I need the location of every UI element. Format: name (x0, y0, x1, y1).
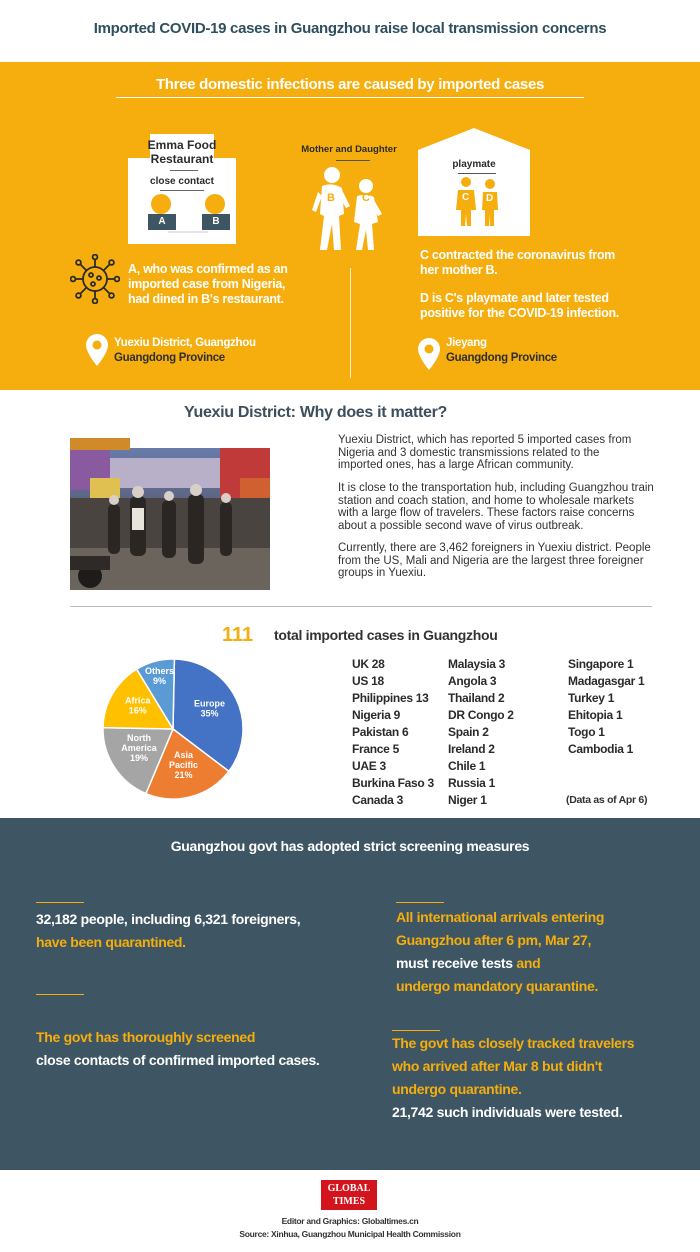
country-count-item: Canada 3 (352, 793, 403, 807)
family-c-letter: C (362, 192, 370, 204)
case-d-line2: positive for the COVID-19 infection. (420, 306, 619, 320)
p3-line1: Currently, there are 3,462 foreigners in Yuexiu district. People (338, 542, 651, 554)
measure-2 (396, 906, 604, 998)
family-b-letter: B (327, 192, 335, 204)
case-c-description (420, 248, 615, 278)
left-location (114, 336, 256, 366)
measure-3-rule (36, 994, 84, 995)
global-times-logo (321, 1180, 377, 1210)
country-count-item: Madagasgar 1 (568, 674, 645, 688)
country-column-1 (352, 656, 434, 809)
measure-2-line1: All international arrivals entering (396, 909, 605, 925)
measure-2-line3a: must receive tests (396, 955, 513, 971)
yuexiu-paragraph-1 (338, 434, 690, 472)
p1-line2: Nigeria and 3 domestic transmissions related to the (338, 446, 600, 459)
measure-4-line2: who arrived after Mar 8 but didn't (392, 1058, 603, 1074)
total-cases-label: total imported cases in Guangzhou (274, 627, 498, 643)
country-count-item: Thailand 2 (448, 691, 505, 705)
country-count-item: Malaysia 3 (448, 657, 506, 671)
case-c-line2: her mother B. (420, 263, 498, 277)
case-a-line3: had dined in B's restaurant. (128, 292, 284, 306)
case-c-line1: C contracted the coronavirus from (420, 248, 616, 262)
country-count-item: Russia 1 (448, 776, 495, 790)
p2-line1: It is close to the transportation hub, including Guangzhou train (338, 482, 654, 494)
p2-line2: station and coach station, and home to wholesale markets (338, 494, 634, 507)
country-count-item: Turkey 1 (568, 691, 615, 705)
measure-3-line2: close contacts of confirmed imported cases. (36, 1052, 320, 1068)
measure-2-rule (396, 902, 444, 903)
country-count-item: Nigeria 9 (352, 708, 400, 722)
p3-line2: from the US, Mali and Nigeria are the largest three foreigner (338, 554, 644, 567)
playmate-underline (458, 173, 496, 174)
country-count-item: Singapore 1 (568, 657, 634, 671)
pie-label-asia-pacific: Asia Pacific 21% (169, 750, 199, 781)
country-count-item: Niger 1 (448, 793, 487, 807)
measure-3 (36, 1026, 320, 1072)
case-a-line2: imported case from Nigeria, (128, 277, 286, 291)
location-pin-icon (86, 334, 108, 366)
page-title: Imported COVID-19 cases in Guangzhou raise local transmission concerns (93, 20, 607, 37)
pie-label-africa: Africa 16% (125, 695, 151, 716)
street-photo (70, 438, 270, 590)
pie-label-europe: Europe 35% (194, 698, 226, 719)
p1-line1: Yuexiu District, which has reported 5 imported cases from (338, 434, 632, 446)
pie-label-north-america: North America 19% (121, 733, 157, 764)
p2-line3: with a large flow of travelers. These factors raise concerns (338, 507, 635, 519)
measure-4-rule (392, 1030, 440, 1031)
column-divider (350, 268, 351, 378)
measure-2-line3b: and (516, 955, 541, 971)
yuexiu-heading: Yuexiu District: Why does it matter? (184, 404, 448, 421)
country-count-item: France 5 (352, 742, 399, 756)
left-location-line1: Yuexiu District, Guangzhou (114, 337, 256, 349)
right-location-line1: Jieyang (446, 337, 487, 349)
logo-line2: TIMES (332, 1196, 366, 1207)
infection-section (0, 62, 700, 390)
case-a-description (128, 262, 288, 307)
country-count-item: Ehitopia 1 (568, 708, 623, 722)
right-location (446, 336, 557, 366)
country-column-3 (568, 656, 644, 758)
country-count-item: Angola 3 (448, 674, 497, 688)
family-label: Mother and Daughter (301, 144, 397, 155)
country-count-item: Pakistan 6 (352, 725, 409, 739)
country-column-2 (448, 656, 514, 809)
editor-credit: Editor and Graphics: Globaltimes.cn (281, 1216, 419, 1226)
source-credit: Source: Xinhua, Guangzhou Municipal Health Commission (239, 1229, 461, 1239)
location-pin-icon (418, 338, 440, 370)
measure-2-line2: Guangzhou after 6 pm, Mar 27, (396, 932, 592, 948)
children-icon (452, 176, 502, 226)
right-location-line2: Guangdong Province (446, 352, 557, 364)
playmate-c-letter: C (462, 192, 470, 203)
country-count-item: Spain 2 (448, 725, 489, 739)
case-d-description (420, 291, 619, 321)
close-contact-underline (160, 190, 204, 191)
measures-heading: Guangzhou govt has adopted strict screening measures (170, 838, 530, 854)
yuexiu-paragraph-3 (338, 542, 690, 580)
playmate-d-letter: D (486, 193, 494, 204)
country-count-item: Philippines 13 (352, 691, 429, 705)
measure-1-rule (36, 902, 84, 903)
restaurant-name (128, 138, 236, 166)
person-b-badge: B (202, 214, 230, 230)
country-count-item: US 18 (352, 674, 384, 688)
heading-divider (116, 97, 584, 98)
pie-label-others: Others 9% (145, 665, 175, 686)
data-date-note: (Data as of Apr 6) (566, 794, 648, 806)
country-count-item: UK 28 (352, 657, 385, 671)
case-d-line1: D is C's playmate and later tested (420, 291, 609, 305)
country-count-item: Chile 1 (448, 759, 486, 773)
country-count-item: Burkina Faso 3 (352, 776, 434, 790)
logo-line1: GLOBAL (327, 1183, 371, 1194)
restaurant-name-line1: Emma Food (147, 138, 217, 152)
person-a-head (151, 194, 171, 214)
walking-people-icon (308, 166, 392, 252)
total-cases-number: 111 (222, 624, 254, 646)
measure-1-line2: have been quarantined. (36, 934, 186, 950)
person-b-head (205, 194, 225, 214)
restaurant-name-underline (170, 170, 198, 171)
restaurant-name-line2: Restaurant (150, 152, 214, 166)
section-divider (70, 606, 652, 607)
close-contact-label: close contact (150, 176, 214, 187)
measure-4-line1: The govt has closely tracked travelers (392, 1035, 635, 1051)
country-count-item: UAE 3 (352, 759, 386, 773)
country-count-item: Ireland 2 (448, 742, 495, 756)
measure-1 (36, 908, 300, 954)
case-a-line1: A, who was confirmed as an (128, 262, 288, 276)
family-underline (336, 160, 370, 161)
person-a-badge: A (148, 214, 176, 230)
measure-4-line3: undergo quarantine. (392, 1081, 522, 1097)
p2-line4: about a possible second wave of virus outbreak. (338, 519, 584, 532)
country-count-item: Cambodia 1 (568, 742, 634, 756)
virus-icon (70, 254, 120, 304)
measure-4-line4: 21,742 such individuals were tested. (392, 1104, 623, 1120)
playmate-label: playmate (452, 159, 496, 170)
measure-4 (392, 1032, 634, 1124)
measure-2-line4: undergo mandatory quarantine. (396, 978, 599, 994)
country-count-item: DR Congo 2 (448, 708, 514, 722)
p3-line3: groups in Yuexiu. (338, 567, 427, 579)
measures-section (0, 818, 700, 1170)
country-count-item: Togo 1 (568, 725, 605, 739)
yuexiu-paragraph-2 (338, 482, 690, 532)
infection-heading: Three domestic infections are caused by imported cases (155, 76, 545, 93)
measure-1-line1: 32,182 people, including 6,321 foreigners, (36, 911, 301, 927)
left-location-line2: Guangdong Province (114, 352, 225, 364)
measure-3-line1: The govt has thoroughly screened (36, 1029, 256, 1045)
pie-chart (100, 656, 246, 802)
p1-line3: imported ones, has a large African community. (338, 459, 574, 471)
